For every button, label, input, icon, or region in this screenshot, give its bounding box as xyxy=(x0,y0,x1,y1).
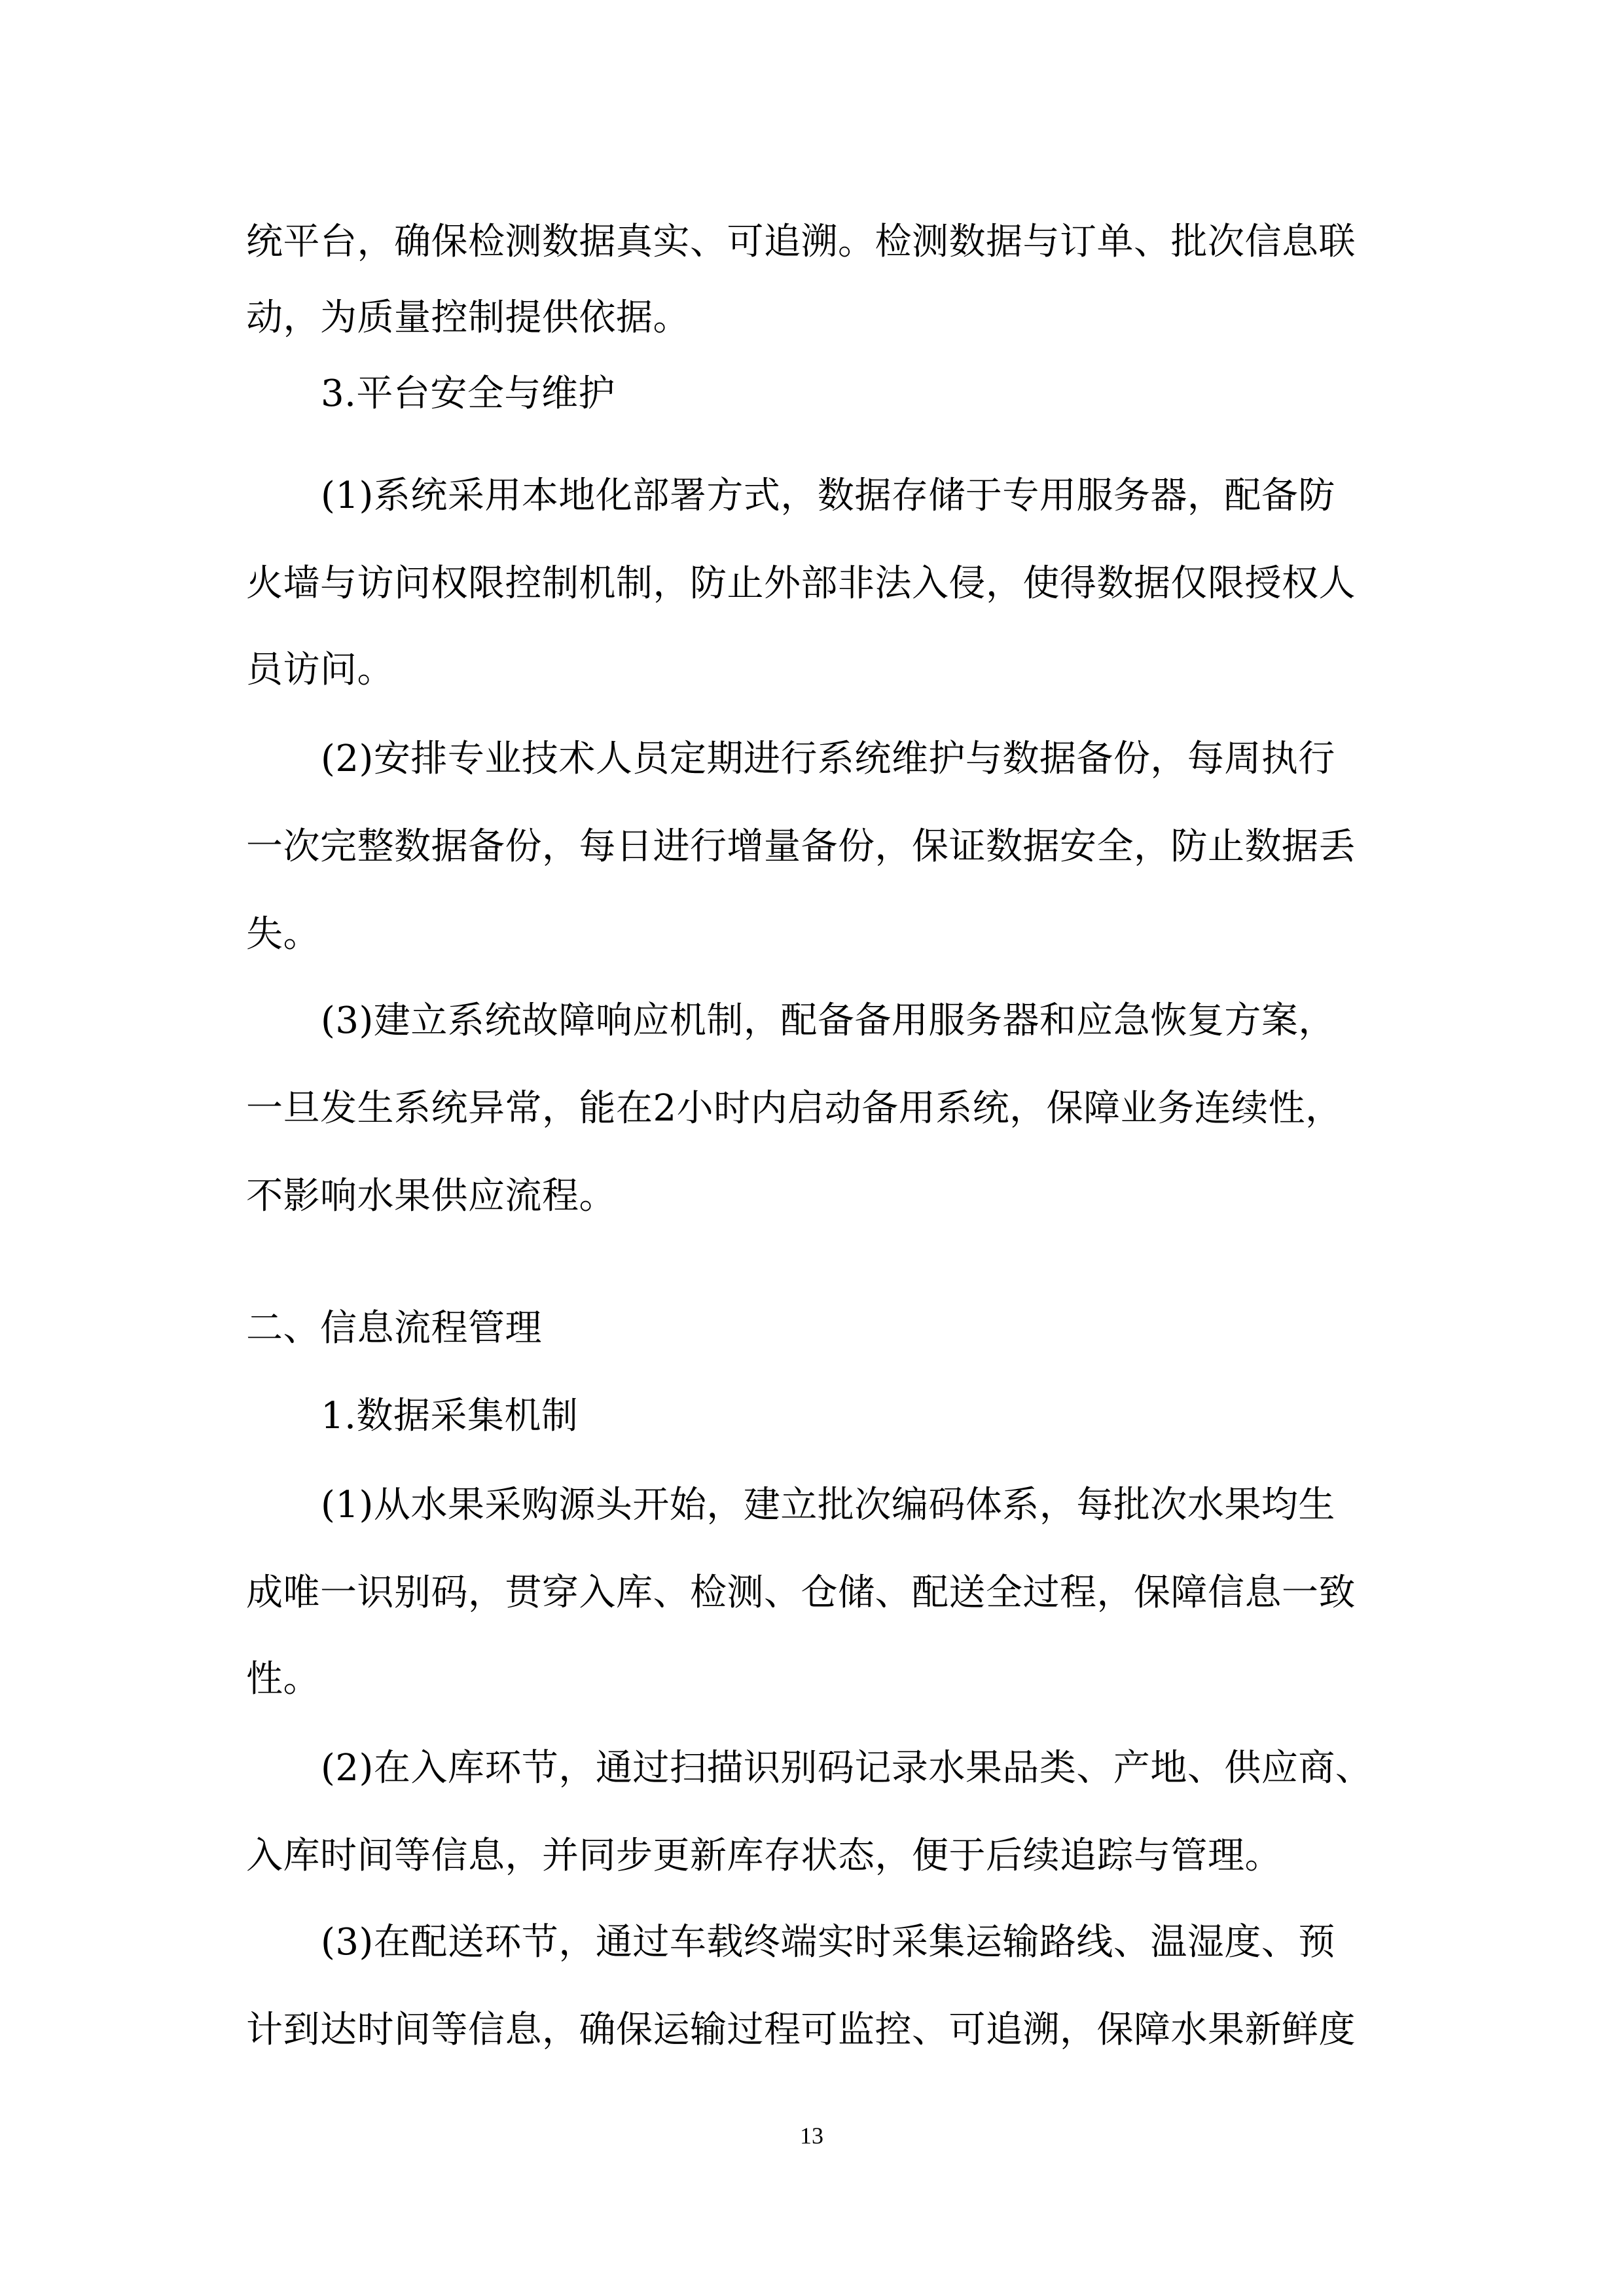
page-number: 13 xyxy=(800,2123,823,2149)
text-line: (1)从水果采购源头开始，建立批次编码体系，每批次水果均生 xyxy=(321,1484,1335,1526)
subsection-heading-platform-security: 3.平台安全与维护 xyxy=(321,372,615,415)
text-line: (2)在入库环节，通过扫描识别码记录水果品类、产地、供应商、 xyxy=(321,1747,1373,1789)
text-line: (3)在配送环节，通过车载终端实时采集运输路线、温湿度、预 xyxy=(321,1921,1335,1964)
text-line: 失。 xyxy=(246,913,320,956)
text-line: 火墙与访问权限控制机制，防止外部非法入侵，使得数据仅限授权人 xyxy=(246,562,1356,605)
subsection-heading-data-collection: 1.数据采集机制 xyxy=(321,1395,579,1437)
section-heading-info-flow: 二、信息流程管理 xyxy=(246,1307,542,1350)
text-line: 不影响水果供应流程。 xyxy=(246,1175,616,1217)
text-line: 动，为质量控制提供依据。 xyxy=(246,296,690,339)
text-line: (2)安排专业技术人员定期进行系统维护与数据备份，每周执行 xyxy=(321,738,1335,780)
text-line: 入库时间等信息，并同步更新库存状态，便于后续追踪与管理。 xyxy=(246,1835,1282,1877)
text-line: 计到达时间等信息，确保运输过程可监控、可追溯，保障水果新鲜度 xyxy=(246,2009,1356,2051)
text-line: (1)系统采用本地化部署方式，数据存储于专用服务器，配备防 xyxy=(321,475,1335,517)
text-line: 一旦发生系统异常，能在2小时内启动备用系统，保障业务连续性， xyxy=(246,1087,1343,1130)
text-line: 员访问。 xyxy=(246,649,394,691)
text-line: 性。 xyxy=(246,1658,320,1700)
text-line: (3)建立系统故障响应机制，配备备用服务器和应急恢复方案， xyxy=(321,999,1335,1042)
text-line: 一次完整数据备份，每日进行增量备份，保证数据安全，防止数据丢 xyxy=(246,825,1356,868)
text-line: 统平台，确保检测数据真实、可追溯。检测数据与订单、批次信息联 xyxy=(246,221,1356,263)
text-line: 成唯一识别码，贯穿入库、检测、仓储、配送全过程，保障信息一致 xyxy=(246,1571,1356,1614)
